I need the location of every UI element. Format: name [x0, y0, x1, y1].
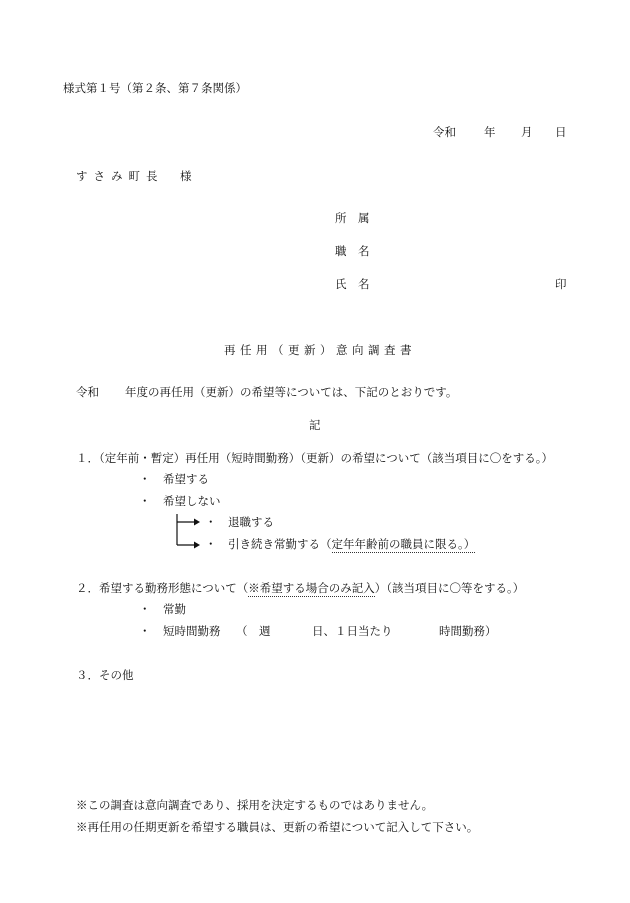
note-2: ※再任用の任期更新を希望する職員は、更新の希望について記入して下さい。: [76, 820, 479, 834]
date-day-label: 日: [555, 125, 567, 139]
q2-option-parttime: 短時間勤務: [163, 624, 221, 638]
date-era: 令和: [433, 125, 456, 139]
q2-text: [76, 583, 524, 595]
bullet: ・: [139, 494, 151, 508]
q1-option-no: 希望しない: [163, 494, 221, 508]
ki-heading: 記: [309, 418, 321, 432]
parttime-hours-label: 時間勤務）: [439, 624, 497, 638]
q3-text: ３．その他: [76, 668, 134, 682]
q1-text: １．（定年前・暫定）再任用（短時間勤務）（更新）の希望について（該当項目に〇をする。）: [76, 451, 554, 465]
bullet: ・: [205, 515, 217, 529]
q1-sub-continue-main: 引き続き常勤する（: [228, 537, 332, 551]
q1-option-yes: 希望する: [163, 472, 209, 486]
seal-label: 印: [555, 277, 567, 291]
form-number: 様式第１号（第２条、第７条関係）: [63, 81, 247, 95]
bullet: ・: [139, 624, 151, 638]
bullet: ・: [205, 537, 217, 551]
date-month-label: 月: [521, 125, 533, 139]
intro-era: 令和: [76, 385, 99, 399]
bullet: ・: [139, 602, 151, 616]
q2-text-note: ※希望する場合のみ記入: [248, 581, 375, 595]
bullet: ・: [139, 472, 151, 486]
addressee-honorific: 様: [180, 169, 192, 183]
parttime-open-paren: （: [236, 624, 248, 638]
q2-option-fulltime: 常勤: [163, 602, 186, 616]
intro-text: 年度の再任用（更新）の希望等については、下記のとおりです。: [125, 385, 458, 399]
q1-sub-continue: [228, 539, 475, 551]
parttime-days-label: 日、１日当たり: [312, 624, 393, 638]
q2-text-a: ２．希望する勤務形態について（: [76, 581, 249, 595]
document-title: 再任用（更新）意向調査書: [224, 343, 416, 357]
q1-sub-continue-condition: 定年年齢前の職員に限る。）: [331, 537, 476, 551]
position-label: 職 名: [335, 244, 370, 258]
department-label: 所 属: [335, 211, 370, 225]
parttime-week-label: 週: [259, 624, 271, 638]
name-label: 氏 名: [335, 277, 370, 291]
date-year-label: 年: [484, 125, 496, 139]
q2-text-c: ）（該当項目に〇等をする。）: [374, 581, 525, 595]
q1-sub-retire: 退職する: [228, 515, 274, 529]
addressee-name: すさみ町長: [76, 169, 164, 183]
note-1: ※この調査は意向調査であり、採用を決定するものではありません。: [76, 798, 434, 812]
